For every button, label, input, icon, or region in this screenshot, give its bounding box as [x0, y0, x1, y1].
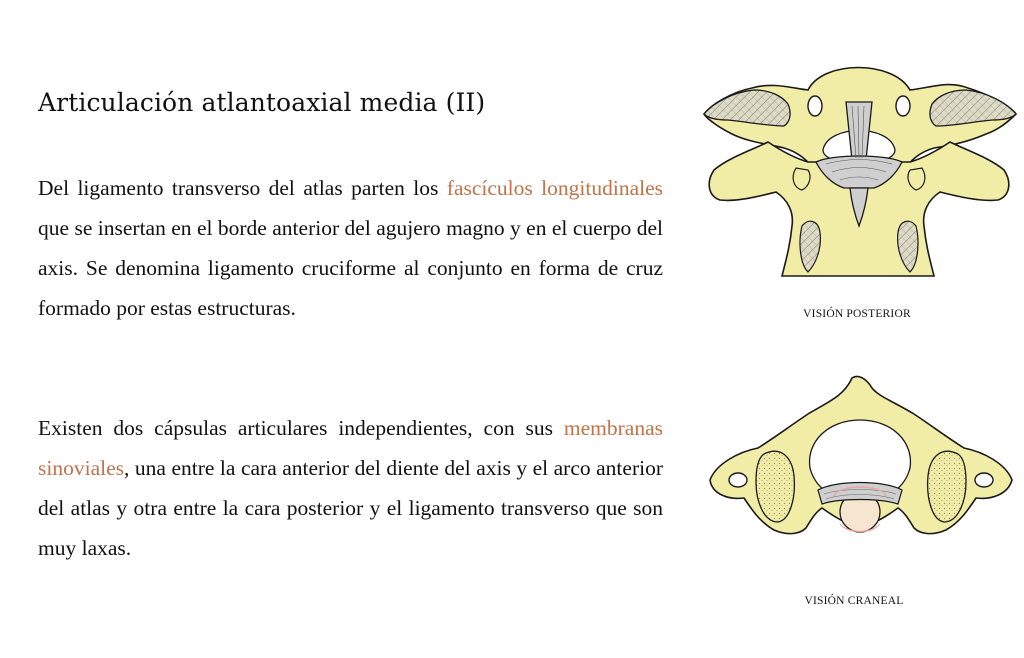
transverse-foramen-left [729, 473, 747, 487]
posterior-view-caption: VISIÓN POSTERIOR [803, 308, 911, 320]
paragraph1-text-after: que se insertan en el borde anterior del agujero magno y en el cuerpo del axis. Se denomina ligamento cruciforme al conjunto en forma de cruz formado por estas estructuras. [38, 216, 663, 320]
paragraph2-text-after: , una entre la cara anterior del diente del axis y el arco anterior del atlas y otra entre la cara posterior y el ligamento transverso que son muy laxas. [38, 456, 663, 560]
paragraph2-text-before: Existen dos cápsulas articulares independientes, con sus [38, 416, 564, 440]
paragraph1-text-before: Del ligamento transverso del atlas parten los [38, 176, 447, 200]
page-title: Articulación atlantoaxial media (II) [38, 88, 486, 117]
paragraph-transverse-ligament [38, 168, 663, 328]
highlight-fasciculos-longitudinales: fascículos longitudinales [446, 176, 664, 200]
foramen-left [808, 96, 822, 116]
paragraph-articular-capsules [38, 408, 663, 568]
highlight-membranas-sinoviales: membranas sinoviales [38, 416, 663, 480]
cranial-view-caption: VISIÓN CRANEAL [804, 595, 904, 607]
atlas-cranial-view-illustration [708, 372, 1014, 542]
transverse-foramen-right [975, 473, 993, 487]
atlas-axis-posterior-view-illustration [698, 50, 1020, 282]
foramen-right [896, 96, 910, 116]
